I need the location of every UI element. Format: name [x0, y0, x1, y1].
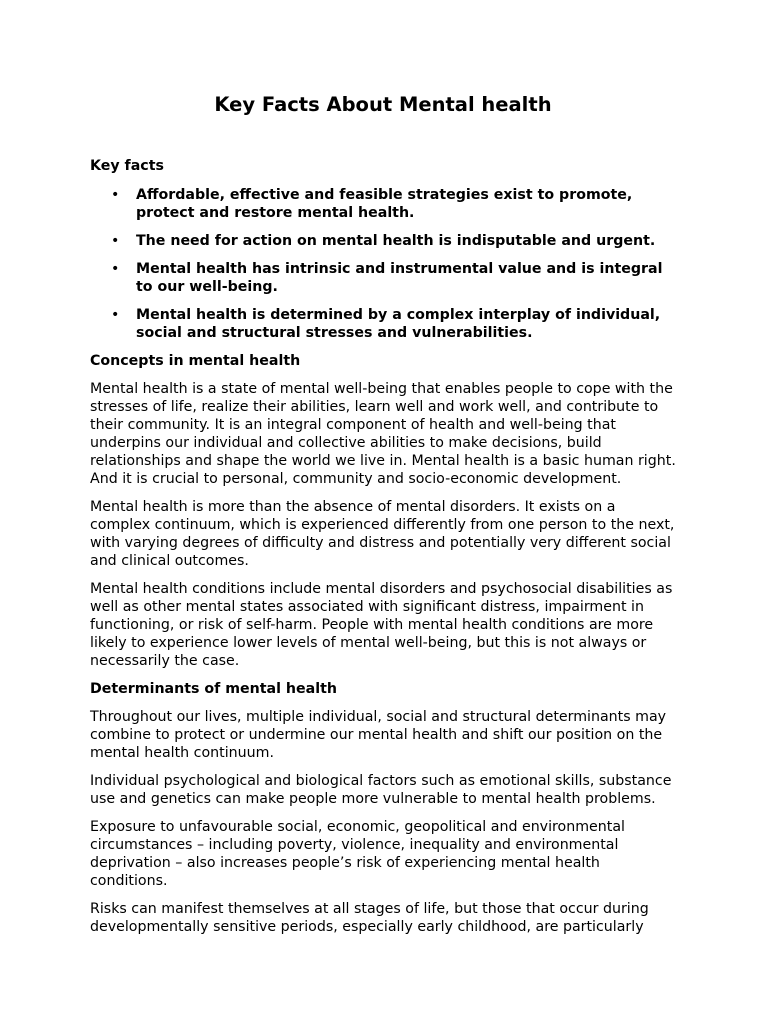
key-fact-item: [90, 260, 680, 296]
key-fact-item: [90, 186, 680, 222]
concepts-paragraph: Mental health conditions include mental disorders and psychosocial disabilities as well as other mental states associated with significant distress, impairment in functioning, or risk of self-harm. People with mental health conditions are more likely to experience lower levels of mental well-being, but this is not always or necessarily the case.: [90, 581, 673, 669]
concepts-heading: Concepts in mental health: [90, 353, 301, 369]
concepts-paragraph: Mental health is a state of mental well-being that enables people to cope with the stresses of life, realize their abilities, learn well and work well, and contribute to their community. It is an integral component of health and well-being that underpins our individual and collective abilities to make decisions, build relationships and shape the world we live in. Mental health is a basic human right. And it is crucial to personal, community and socio-economic development.: [90, 381, 676, 487]
document-page: [90, 92, 680, 946]
key-facts-list: [90, 186, 680, 342]
bullet-icon: •: [111, 233, 120, 249]
key-fact-item: [90, 306, 680, 342]
key-fact-text: The need for action on mental health is indisputable and urgent.: [136, 233, 656, 249]
key-facts-heading: Key facts: [90, 158, 164, 174]
document-title: Key Facts About Mental health: [214, 93, 552, 116]
determinants-heading: Determinants of mental health: [90, 681, 337, 697]
key-fact-text: Mental health has intrinsic and instrumental value and is integral to our well-being.: [136, 261, 663, 295]
determinants-paragraph: Throughout our lives, multiple individual, social and structural determinants may combine to protect or undermine our mental health and shift our position on the mental health continuum.: [90, 709, 667, 761]
concepts-paragraph: Mental health is more than the absence of mental disorders. It exists on a complex continuum, which is experienced differently from one person to the next, with varying degrees of difficulty and distress and potentially very different social and clinical outcomes.: [90, 499, 675, 569]
key-fact-text: Mental health is determined by a complex interplay of individual, social and structural stresses and vulnerabilities.: [136, 307, 661, 341]
determinants-paragraph: Risks can manifest themselves at all stages of life, but those that occur during developmentally sensitive periods, especially early childhood, are particularly: [90, 901, 649, 935]
key-fact-text: Affordable, effective and feasible strategies exist to promote, protect and restore mental health.: [136, 187, 633, 221]
determinants-paragraph: Individual psychological and biological factors such as emotional skills, substance use and genetics can make people more vulnerable to mental health problems.: [90, 773, 672, 807]
bullet-icon: •: [111, 261, 120, 277]
bullet-icon: •: [111, 307, 120, 323]
bullet-icon: •: [111, 187, 120, 203]
key-fact-item: [90, 232, 680, 250]
determinants-paragraph: Exposure to unfavourable social, economic, geopolitical and environmental circumstances – including poverty, violence, inequality and environmental deprivation – also increases people’s risk of experiencing mental health conditions.: [90, 819, 625, 889]
